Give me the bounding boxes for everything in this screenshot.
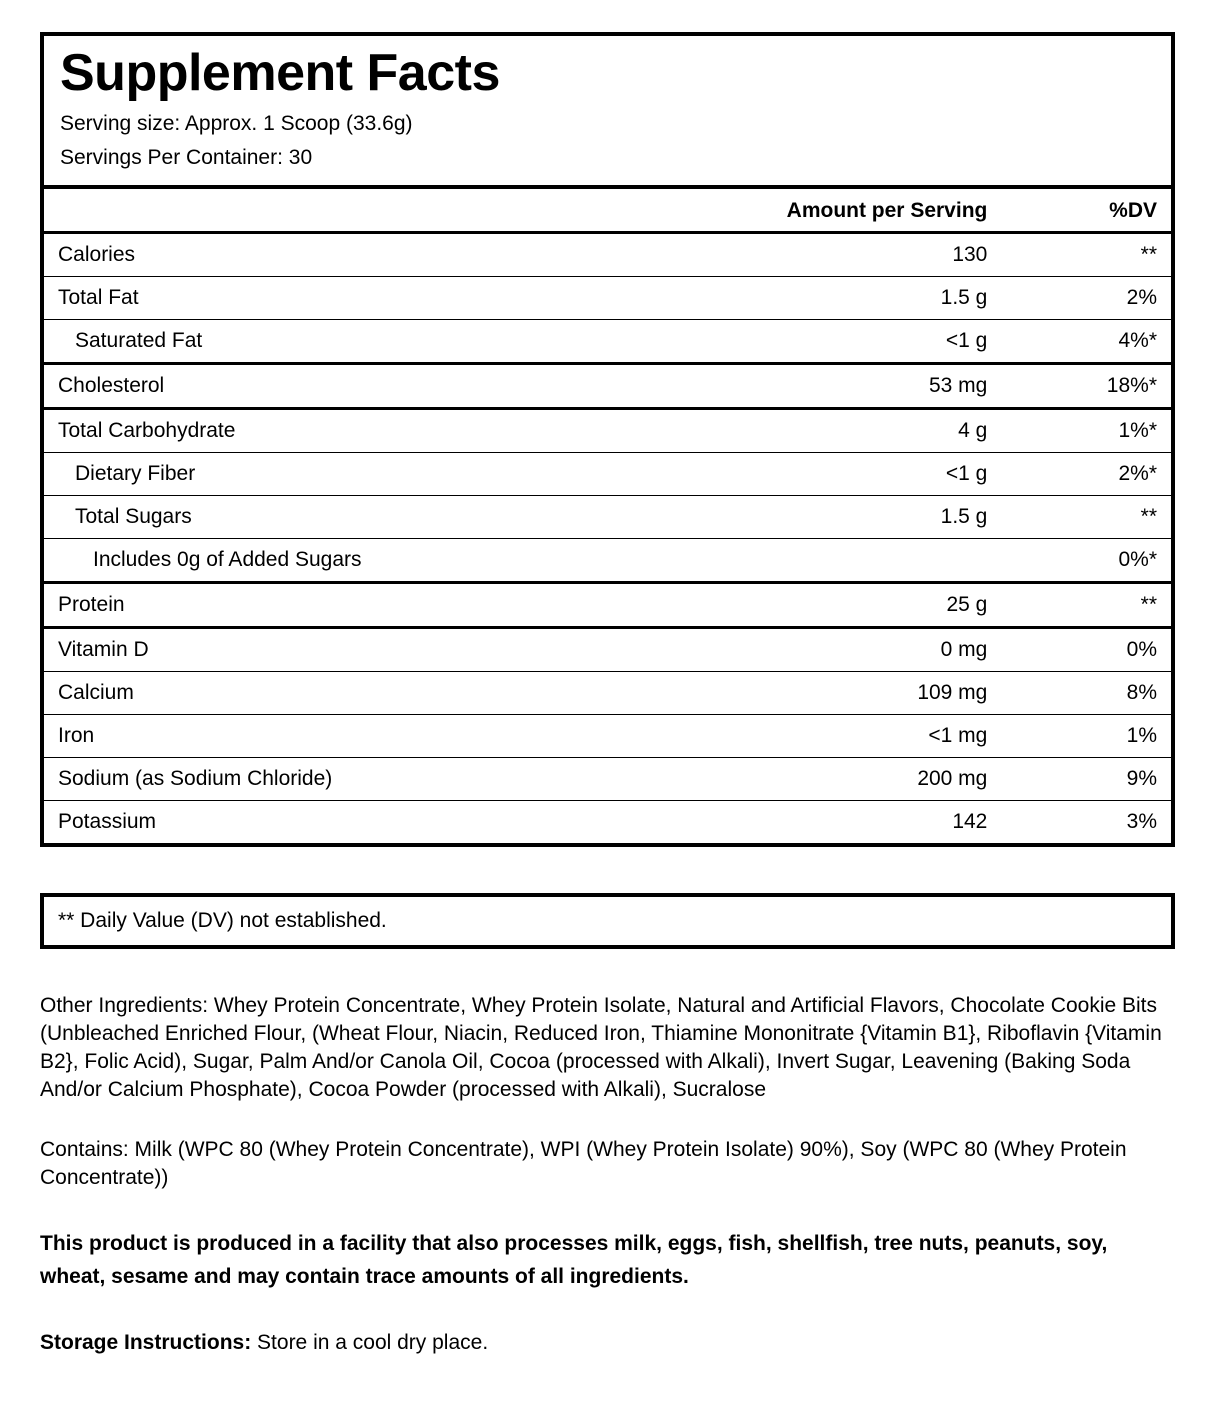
table-row [42,364,1173,409]
nutrient-name: Includes 0g of Added Sugars [42,539,644,583]
column-header-amount-per-serving: Amount per Serving [644,187,993,233]
nutrient-name: Calories [58,243,136,267]
nutrient-name: Saturated Fat [42,320,644,364]
facility-warning-paragraph: This product is produced in a facility that also processes milk, eggs, fish, shellfish, tree nuts, peanuts, soy, wheat, sesame and may contain trace amounts of all ingredients. [40,1231,1108,1288]
nutrient-name: Iron [42,715,644,758]
supplement-facts-header [40,32,1175,185]
column-header-percent-dv: %DV [993,187,1173,233]
table-row [42,758,1173,801]
nutrient-percent-dv: ** [1140,243,1157,267]
nutrient-amount: <1 g [644,453,993,496]
nutrient-percent-dv: 0% [993,628,1173,672]
table-row [42,583,1173,628]
column-header-nutrient [42,187,644,233]
nutrient-percent-dv: 1%* [993,409,1173,453]
nutrient-percent-dv: 18%* [993,364,1173,409]
nutrient-amount: 1.5 g [644,277,993,320]
nutrient-amount: 25 g [644,583,993,628]
table-row [42,672,1173,715]
nutrient-name: Potassium [42,801,644,846]
nutrient-name: Total Carbohydrate [42,409,644,453]
nutrient-amount [644,539,993,583]
storage-instructions-text: Store in a cool dry place. [257,1331,489,1355]
nutrient-amount: 53 mg [644,364,993,409]
nutrient-name: Cholesterol [42,364,644,409]
table-row [42,628,1173,672]
table-row [42,801,1173,846]
serving-size-text: Serving size: Approx. 1 Scoop (33.6g) [60,112,413,136]
nutrient-name: Protein [42,583,644,628]
daily-value-footnote-box [40,893,1175,949]
table-row [42,715,1173,758]
table-row [42,453,1173,496]
contains-allergens-paragraph: Contains: Milk (WPC 80 (Whey Protein Concentrate), WPI (Whey Protein Isolate) 90%), Soy (WPC 80 (Whey Protein Concentrate)) [40,1138,1127,1190]
supplement-facts-label [40,32,1175,1357]
nutrient-percent-dv: 0%* [993,539,1173,583]
nutrient-amount: 1.5 g [644,496,993,539]
storage-instructions-paragraph [40,1329,1175,1357]
nutrient-percent-dv: 3% [993,801,1173,846]
nutrient-amount: 200 mg [644,758,993,801]
nutrient-amount: 130 [952,243,988,267]
nutrient-percent-dv: 1% [993,715,1173,758]
table-row [42,496,1173,539]
storage-instructions-label: Storage Instructions: [40,1331,252,1355]
nutrient-percent-dv: ** [993,583,1173,628]
nutrient-amount: <1 mg [644,715,993,758]
nutrient-name: Calcium [42,672,644,715]
table-row [42,539,1173,583]
nutrient-amount: 142 [644,801,993,846]
nutrient-name: Total Fat [42,277,644,320]
table-row [42,320,1173,364]
nutrient-percent-dv: 4%* [993,320,1173,364]
other-ingredients-paragraph: Other Ingredients: Whey Protein Concentrate, Whey Protein Isolate, Natural and Artificial Flavors, Chocolate Cookie Bits (Unbleached Enriched Flour, (Wheat Flour, Niacin, Reduced Iron, Thiamine Mononitrate {Vitamin B1}, Riboflavin {Vitamin B2}, Folic Acid), Sugar, Palm And/or Canola Oil, Cocoa (processed with Alkali), Invert Sugar, Leavening (Baking Soda And/or Calcium Phosphate), Cocoa Powder (processed with Alkali), Sucralose [40,994,1162,1102]
nutrient-amount: <1 g [644,320,993,364]
nutrient-percent-dv: 2%* [993,453,1173,496]
table-row [42,233,1173,277]
nutrient-name: Sodium (as Sodium Chloride) [42,758,644,801]
nutrient-percent-dv: ** [993,496,1173,539]
nutrient-amount: 109 mg [644,672,993,715]
nutrient-amount: 4 g [644,409,993,453]
nutrient-percent-dv: 8% [993,672,1173,715]
servings-per-container-text: Servings Per Container: 30 [60,146,313,170]
nutrient-percent-dv: 2% [993,277,1173,320]
table-row [42,277,1173,320]
nutrient-name: Vitamin D [42,628,644,672]
nutrition-table-body [42,233,1173,846]
nutrient-amount: 0 mg [644,628,993,672]
nutrient-percent-dv: 9% [993,758,1173,801]
page-title: Supplement Facts [60,44,500,102]
nutrition-table [40,185,1175,847]
nutrient-name: Total Sugars [42,496,644,539]
daily-value-footnote-text: ** Daily Value (DV) not established. [58,909,387,933]
table-row [42,409,1173,453]
nutrient-name: Dietary Fiber [42,453,644,496]
table-header-row [42,187,1173,233]
